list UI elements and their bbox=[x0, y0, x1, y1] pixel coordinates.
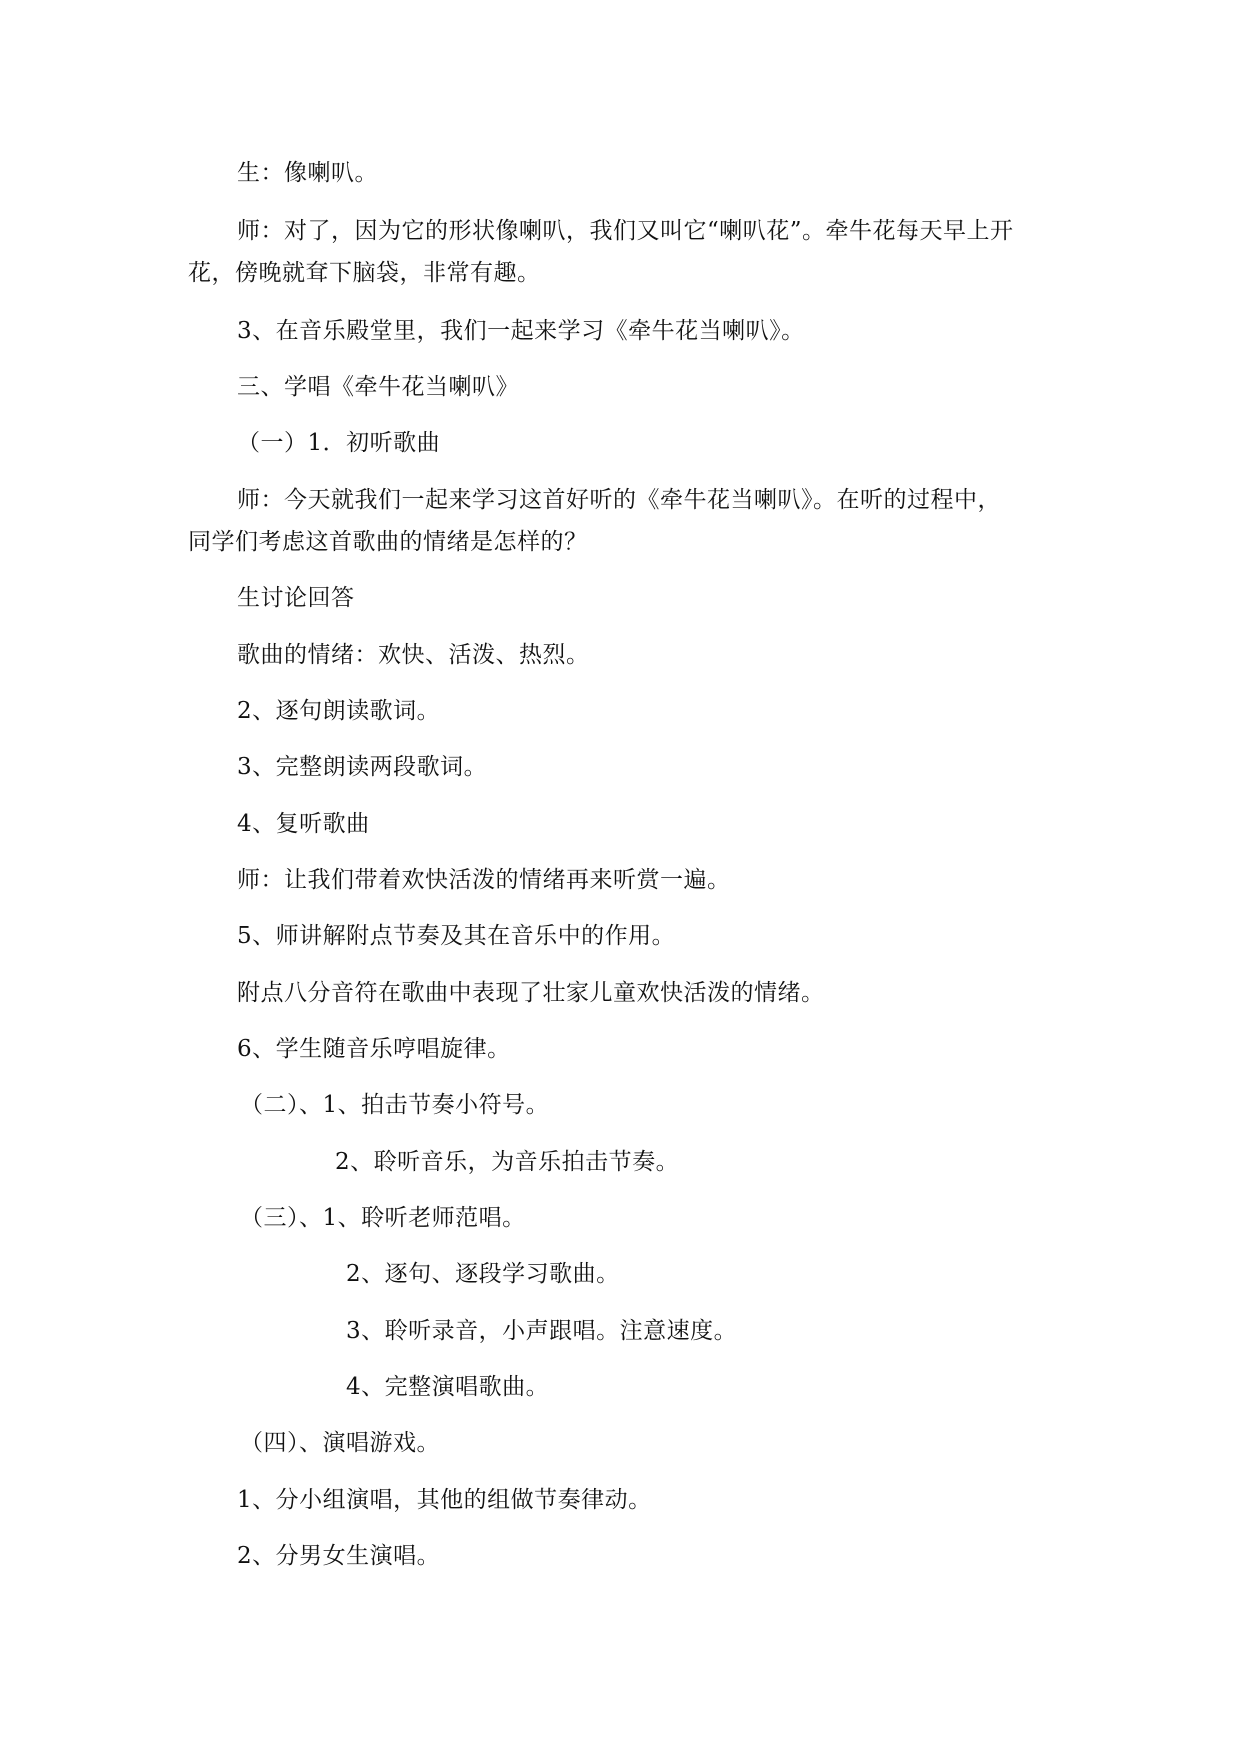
text-line: 师：让我们带着欢快活泼的情绪再来听赏一遍。 bbox=[237, 867, 731, 893]
text-line: 同学们考虑这首歌曲的情绪是怎样的？ bbox=[188, 529, 588, 555]
text-line: 4、复听歌曲 bbox=[237, 811, 370, 837]
text-line: 附点八分音符在歌曲中表现了壮家儿童欢快活泼的情绪。 bbox=[237, 980, 825, 1006]
subsection-heading: （四）、演唱游戏。 bbox=[240, 1430, 440, 1456]
text-line: 4、完整演唱歌曲。 bbox=[346, 1374, 550, 1400]
section-heading: 三、学唱《牵牛花当喇叭》 bbox=[237, 374, 519, 400]
text-line: 2、聆听音乐，为音乐拍击节奏。 bbox=[335, 1149, 680, 1175]
text-line: 2、逐句、逐段学习歌曲。 bbox=[346, 1261, 620, 1287]
text-line: 花，傍晚就耷下脑袋，非常有趣。 bbox=[188, 260, 541, 286]
text-line: 3、聆听录音，小声跟唱。注意速度。 bbox=[346, 1318, 738, 1344]
text-line: 生讨论回答 bbox=[237, 585, 355, 611]
text-line: 1、分小组演唱，其他的组做节奏律动。 bbox=[237, 1487, 652, 1513]
subsection-heading: （二）、1、拍击节奏小符号。 bbox=[240, 1092, 550, 1118]
text-line: 3、在音乐殿堂里，我们一起来学习《牵牛花当喇叭》。 bbox=[237, 318, 805, 344]
text-line: 3、完整朗读两段歌词。 bbox=[237, 754, 488, 780]
text-line: 6、学生随音乐哼唱旋律。 bbox=[237, 1036, 511, 1062]
text-line: 2、逐句朗读歌词。 bbox=[237, 698, 441, 724]
text-line: 师：今天就我们一起来学习这首好听的《牵牛花当喇叭》。在听的过程中， bbox=[237, 487, 1001, 513]
subsection-heading: （三）、1、聆听老师范唱。 bbox=[240, 1205, 526, 1231]
text-line: 师：对了，因为它的形状像喇叭，我们又叫它“喇叭花”。牵牛花每天早上开 bbox=[237, 218, 1014, 244]
subsection-heading: （一）1．初听歌曲 bbox=[237, 430, 441, 456]
text-line: 生：像喇叭。 bbox=[237, 160, 378, 186]
text-line: 歌曲的情绪：欢快、活泼、热烈。 bbox=[237, 642, 590, 668]
text-line: 5、师讲解附点节奏及其在音乐中的作用。 bbox=[237, 923, 676, 949]
text-line: 2、分男女生演唱。 bbox=[237, 1543, 441, 1569]
